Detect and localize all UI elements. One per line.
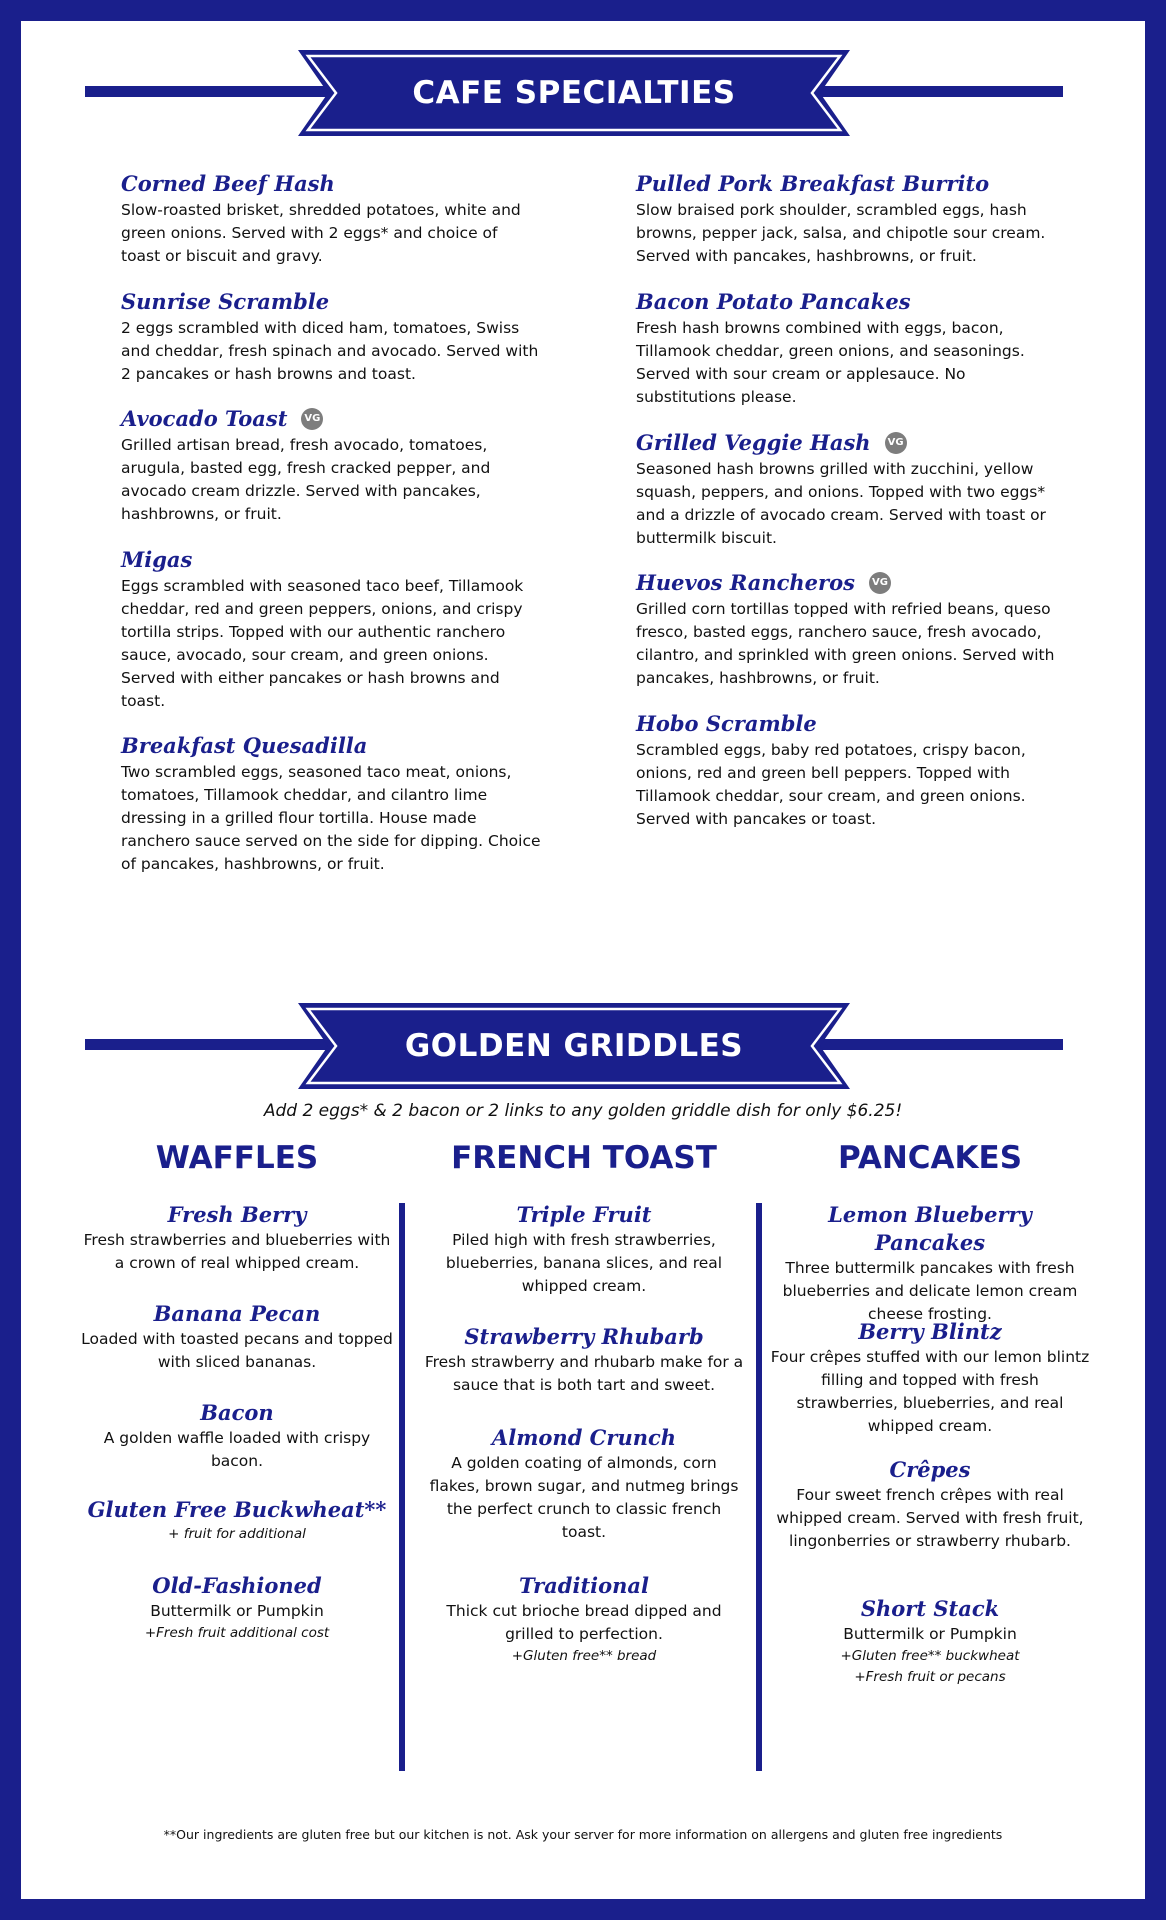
item-name: Old-Fashioned xyxy=(152,1573,322,1598)
item-description: Four sweet french crêpes with real whipped cream. Served with fresh fruit, lingonberries or strawberry rhubarb. xyxy=(776,1486,1084,1550)
golden-griddles-banner xyxy=(85,1003,1063,1089)
item-name: Traditional xyxy=(519,1573,649,1598)
item-name: Fresh Berry xyxy=(167,1202,307,1227)
item-name: Short Stack xyxy=(860,1596,1000,1621)
menu-item xyxy=(424,1201,744,1298)
item-note: + fruit for additional xyxy=(168,1526,306,1542)
item-name: Sunrise Scramble xyxy=(121,289,330,314)
column-divider xyxy=(399,1203,405,1771)
menu-item xyxy=(121,170,541,268)
vegetarian-badge: VG xyxy=(301,408,323,430)
item-description: Four crêpes stuffed with our lemon blintz filling and topped with fresh strawberries, blueberries, and real whipped cream. xyxy=(770,1348,1090,1435)
item-name: Almond Crunch xyxy=(491,1425,677,1450)
item-name: Grilled Veggie Hash xyxy=(636,430,871,455)
item-name: Lemon Blueberry Pancakes xyxy=(828,1202,1032,1255)
item-name: Banana Pecan xyxy=(153,1301,321,1326)
item-description: A golden waffle loaded with crispy bacon. xyxy=(103,1429,371,1470)
item-description: Grilled corn tortillas topped with refried beans, queso fresco, basted eggs, ranchero sauce, fresh avocado, cilantro, and sprinkled with green onions. Served with pancakes, hashbrowns, or fruit. xyxy=(636,600,1055,687)
item-description: Eggs scrambled with seasoned taco beef, Tillamook cheddar, red and green peppers, onions, and crispy tortilla strips. Topped with our authentic ranchero sauce, avocado, sour cream, and green onions. Served with either pancakes or hash browns and toast. xyxy=(121,577,524,710)
item-name: Strawberry Rhubarb xyxy=(464,1324,704,1349)
french-toast-heading: FRENCH TOAST xyxy=(451,1140,717,1176)
item-description: Fresh strawberries and blueberries with a crown of real whipped cream. xyxy=(83,1231,391,1272)
item-name: Triple Fruit xyxy=(516,1202,652,1227)
item-name: Bacon xyxy=(200,1400,274,1425)
menu-item xyxy=(636,429,1066,550)
item-description: Two scrambled eggs, seasoned taco meat, onions, tomatoes, Tillamook cheddar, and cilantro lime dressing in a grilled flour tortilla. House made ranchero sauce served on the side for dipping. Choice of pancakes, hashbrowns, or fruit. xyxy=(121,763,541,873)
menu-item xyxy=(121,546,541,713)
menu-item xyxy=(770,1201,1090,1326)
item-description: Buttermilk or Pumpkin xyxy=(843,1625,1017,1643)
item-note: +Fresh fruit or pecans xyxy=(854,1669,1006,1685)
menu-item xyxy=(77,1300,397,1374)
item-description: Fresh strawberry and rhubarb make for a sauce that is both tart and sweet. xyxy=(424,1353,744,1394)
vegetarian-badge: VG xyxy=(869,572,891,594)
cafe-specialties-title: CAFE SPECIALTIES xyxy=(412,75,736,111)
item-description: Scrambled eggs, baby red potatoes, crispy bacon, onions, red and green bell peppers. Topped with Tillamook cheddar, sour cream, and green onions. Served with pancakes or toast. xyxy=(636,741,1026,828)
menu-item xyxy=(77,1201,397,1275)
waffles-heading: WAFFLES xyxy=(155,1140,319,1176)
item-description: Loaded with toasted pecans and topped with sliced bananas. xyxy=(81,1330,393,1371)
item-name: Pulled Pork Breakfast Burrito xyxy=(636,171,990,196)
item-note: +Gluten free** buckwheat xyxy=(840,1648,1020,1664)
menu-item xyxy=(770,1456,1090,1553)
item-name: Breakfast Quesadilla xyxy=(121,733,368,758)
item-name: Bacon Potato Pancakes xyxy=(636,289,911,314)
item-description: Three buttermilk pancakes with fresh blueberries and delicate lemon cream cheese frosting. xyxy=(782,1259,1078,1323)
menu-item xyxy=(77,1496,397,1545)
menu-item xyxy=(636,710,1066,831)
item-name: Hobo Scramble xyxy=(636,711,817,736)
item-description: Slow braised pork shoulder, scrambled eggs, hash browns, pepper jack, salsa, and chipotle sour cream. Served with pancakes, hashbrowns, or fruit. xyxy=(636,201,1046,265)
item-name: Migas xyxy=(121,547,193,572)
item-description: Seasoned hash browns grilled with zucchini, yellow squash, peppers, and onions. Topped with two eggs* and a drizzle of avocado cream. Served with toast or buttermilk biscuit. xyxy=(636,460,1046,547)
menu-item xyxy=(77,1399,397,1473)
item-name: Avocado Toast xyxy=(121,406,288,431)
pancakes-heading: PANCAKES xyxy=(837,1140,1023,1176)
item-note: +Fresh fruit additional cost xyxy=(144,1625,330,1641)
menu-item xyxy=(636,569,1066,690)
item-description: Slow-roasted brisket, shredded potatoes, white and green onions. Served with 2 eggs* and choice of toast or biscuit and gravy. xyxy=(121,201,521,265)
item-description: Grilled artisan bread, fresh avocado, tomatoes, arugula, basted egg, fresh cracked pepper, and avocado cream drizzle. Served with pancakes, hashbrowns, or fruit. xyxy=(121,436,491,523)
item-description: Thick cut brioche bread dipped and grilled to perfection. xyxy=(446,1602,722,1643)
item-description: Fresh hash browns combined with eggs, bacon, Tillamook cheddar, green onions, and seasonings. Served with sour cream or applesauce. No substitutions please. xyxy=(636,319,1025,406)
column-divider xyxy=(756,1203,762,1771)
item-name: Crêpes xyxy=(889,1457,971,1482)
item-name: Corned Beef Hash xyxy=(121,171,335,196)
item-note: +Gluten free** bread xyxy=(511,1648,657,1664)
cafe-specialties-banner xyxy=(85,50,1063,136)
menu-item xyxy=(121,732,541,876)
item-description: Buttermilk or Pumpkin xyxy=(150,1602,324,1620)
item-name: Gluten Free Buckwheat** xyxy=(87,1497,387,1522)
vegetarian-badge: VG xyxy=(885,432,907,454)
golden-griddles-title: GOLDEN GRIDDLES xyxy=(404,1028,744,1064)
menu-item xyxy=(121,405,541,526)
item-name: Berry Blintz xyxy=(858,1319,1002,1344)
item-description: Piled high with fresh strawberries, blueberries, banana slices, and real whipped cream. xyxy=(445,1231,723,1295)
menu-item xyxy=(121,288,541,386)
menu-item xyxy=(636,170,1066,268)
item-description: 2 eggs scrambled with diced ham, tomatoes, Swiss and cheddar, fresh spinach and avocado. Served with 2 pancakes or hash browns and toast. xyxy=(121,319,539,383)
item-description: A golden coating of almonds, corn flakes, brown sugar, and nutmeg brings the perfect crunch to classic french toast. xyxy=(429,1454,739,1541)
menu-item xyxy=(636,288,1066,409)
menu-item xyxy=(424,1424,744,1544)
menu-item xyxy=(77,1572,397,1644)
menu-item xyxy=(424,1572,744,1667)
menu-item xyxy=(770,1595,1090,1688)
item-name: Huevos Rancheros xyxy=(636,570,855,595)
menu-item xyxy=(770,1318,1090,1438)
gluten-footnote: **Our ingredients are gluten free but our kitchen is not. Ask your server for more information on allergens and gluten free ingredients xyxy=(163,1827,1003,1842)
menu-item xyxy=(424,1323,744,1397)
griddle-addon-offer: Add 2 eggs* & 2 bacon or 2 links to any golden griddle dish for only $6.25! xyxy=(263,1101,903,1121)
